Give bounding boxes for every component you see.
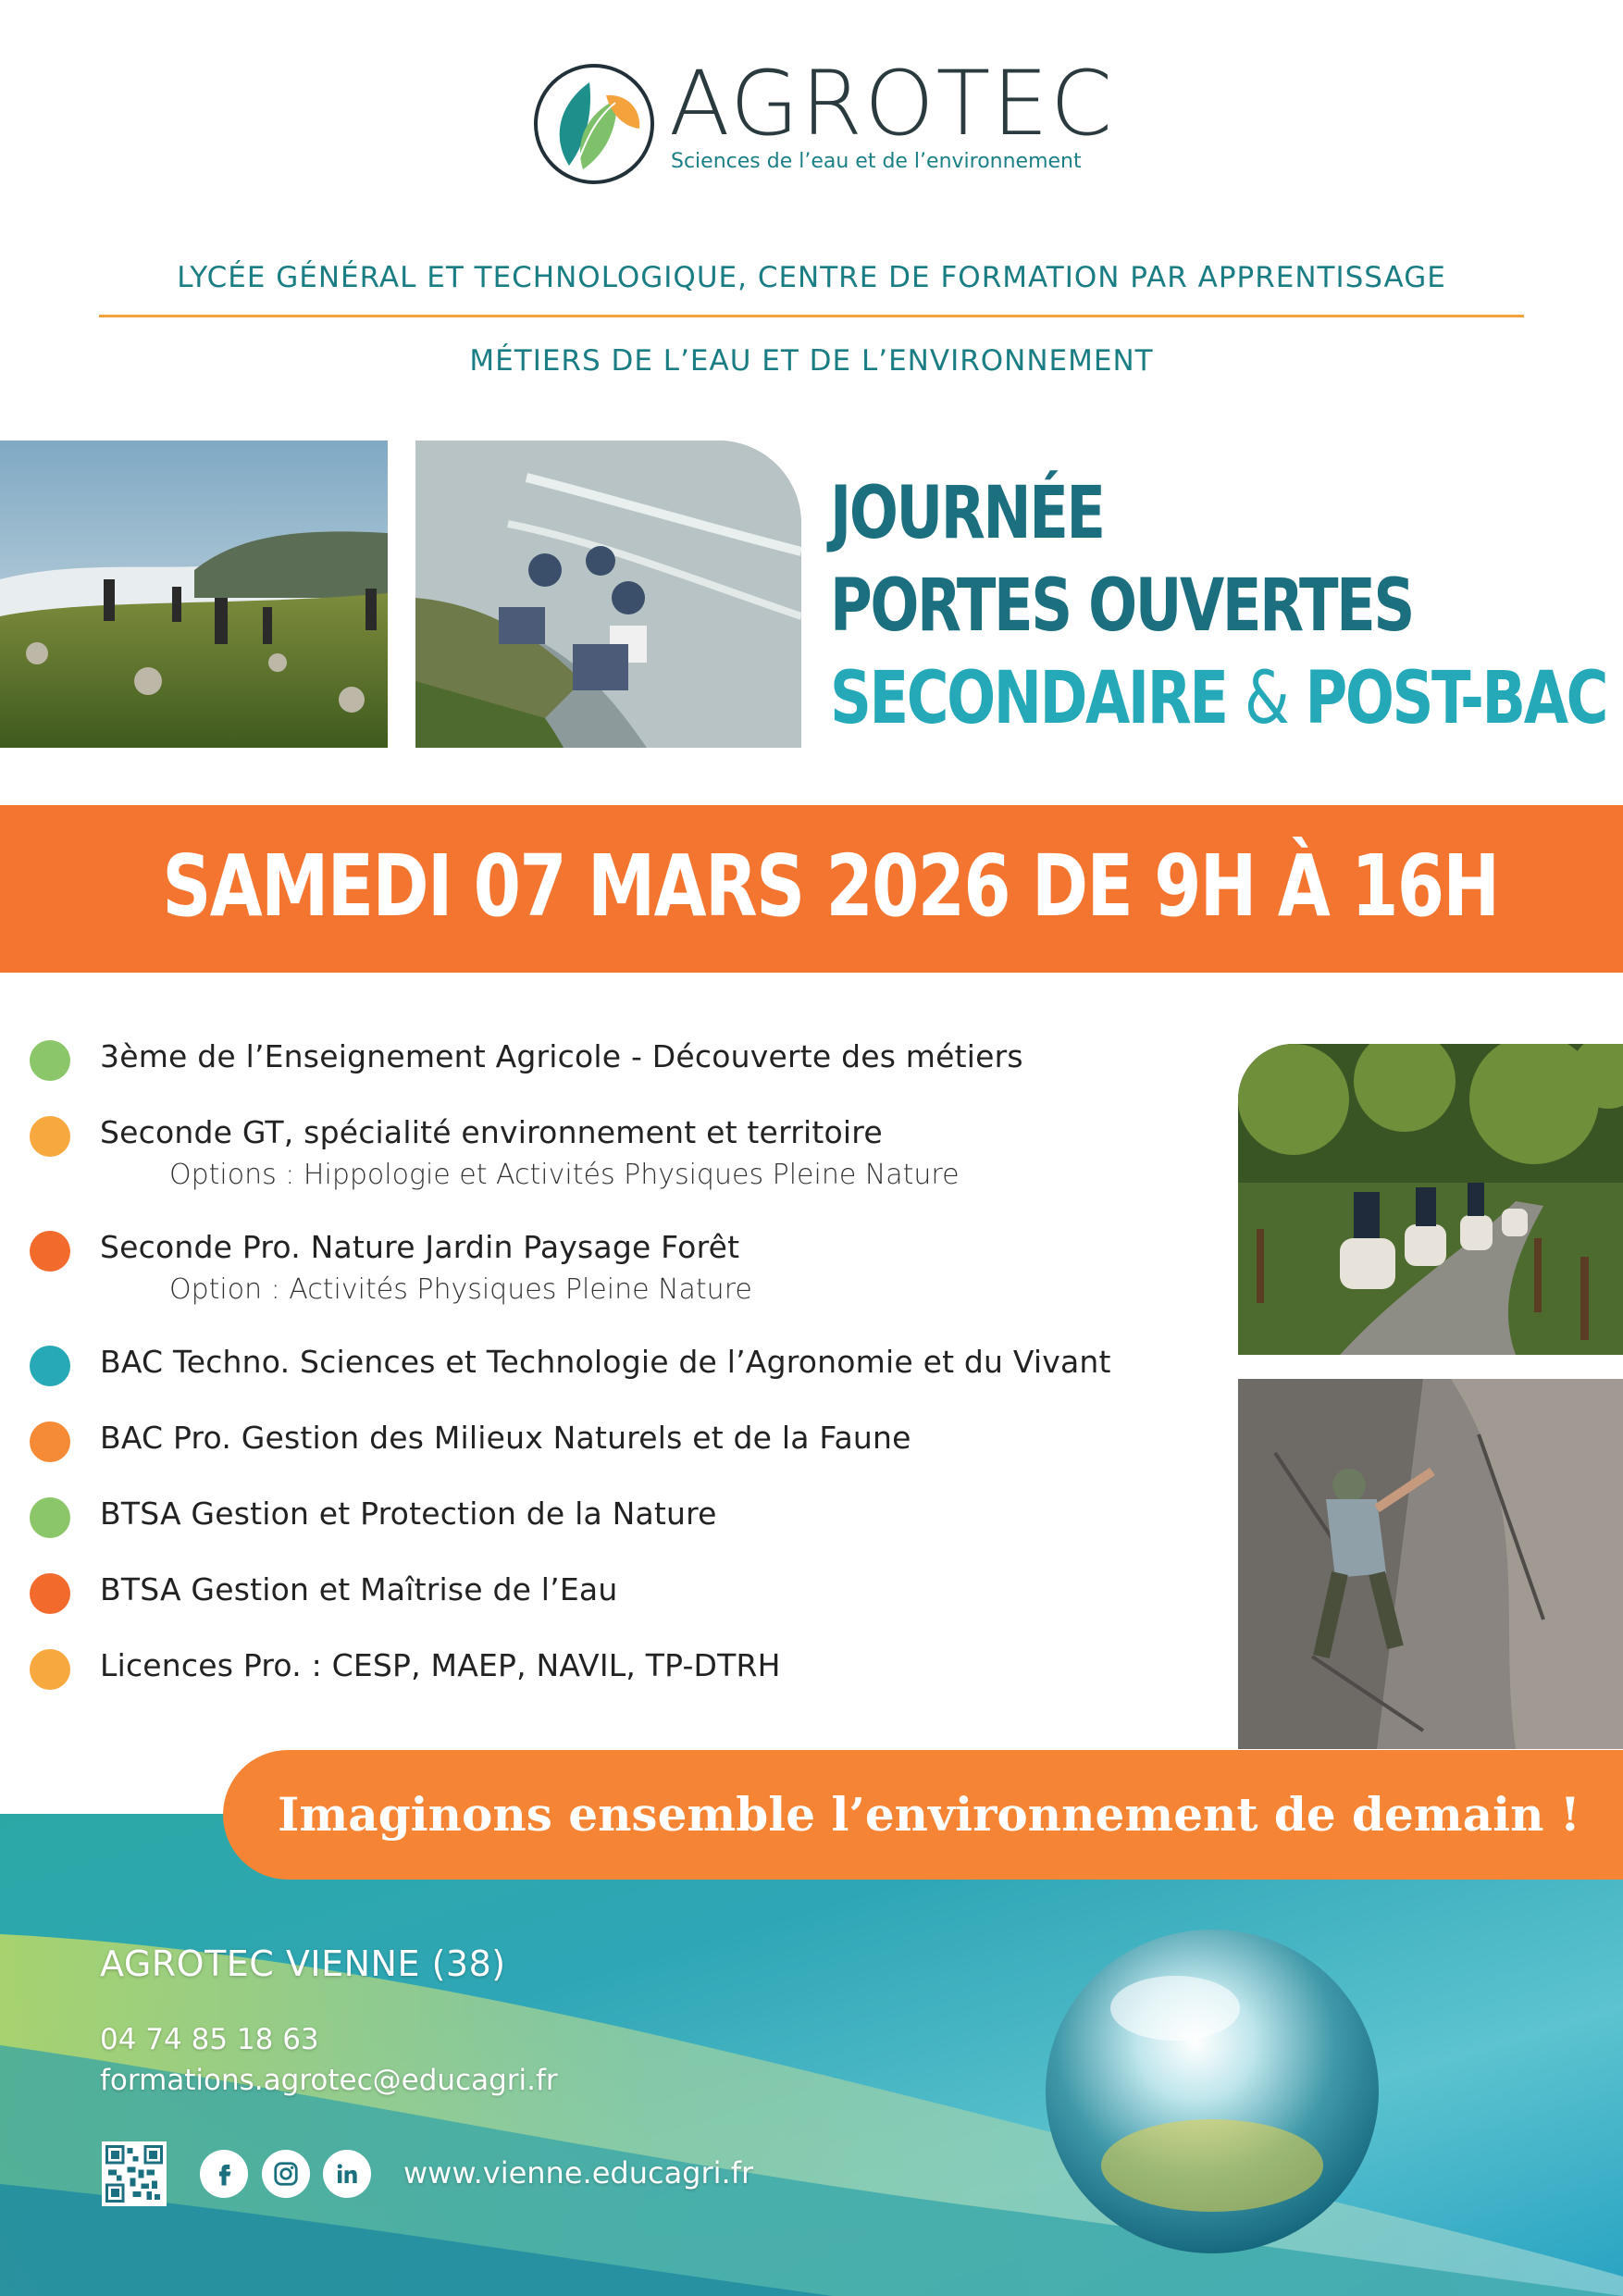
- headline-line-2: PORTES OUVERTES: [830, 565, 1413, 648]
- mountain-hikers-photo: [0, 441, 388, 748]
- orange-divider: [99, 315, 1524, 317]
- program-title: BAC Techno. Sciences et Technologie de l’Agronomie et du Vivant: [100, 1344, 1111, 1380]
- phone-number[interactable]: 04 74 85 18 63: [100, 2023, 319, 2056]
- open-day-headline: [830, 467, 1606, 745]
- bullet-dot-icon: [30, 1497, 70, 1538]
- metiers-line: MÉTIERS DE L’EAU ET DE L’ENVIRONNEMENT: [469, 344, 1154, 378]
- bullet-dot-icon: [30, 1231, 70, 1272]
- program-title: BTSA Gestion et Protection de la Nature: [100, 1496, 717, 1532]
- headline-secondaire: SECONDAIRE: [830, 657, 1227, 740]
- bullet-dot-icon: [30, 1421, 70, 1462]
- program-option: Option : Activités Physiques Pleine Nature: [169, 1273, 752, 1306]
- headline-line-3: [830, 652, 1606, 745]
- logo-wordmark: AGROTEC: [669, 52, 1114, 155]
- leaf-logo-icon: [532, 62, 657, 187]
- program-title: BTSA Gestion et Maîtrise de l’Eau: [100, 1571, 618, 1607]
- bullet-dot-icon: [30, 1040, 70, 1081]
- program-title: Seconde Pro. Nature Jardin Paysage Forêt: [100, 1229, 740, 1265]
- linkedin-icon[interactable]: [323, 2150, 371, 2198]
- logo-tagline: Sciences de l’eau et de l’environnement: [671, 150, 1082, 173]
- bullet-dot-icon: [30, 1116, 70, 1157]
- program-title: Licences Pro. : CESP, MAEP, NAVIL, TP-DTRH: [100, 1647, 781, 1683]
- instagram-icon[interactable]: [262, 2150, 310, 2198]
- program-title: Seconde GT, spécialité environnement et territoire: [100, 1114, 883, 1150]
- facebook-icon[interactable]: [200, 2150, 248, 2198]
- headline-ampersand: &: [1244, 657, 1288, 740]
- website-link[interactable]: www.vienne.educagri.fr: [403, 2155, 754, 2191]
- bullet-dot-icon: [30, 1573, 70, 1614]
- email-address[interactable]: formations.agrotec@educagri.fr: [100, 2064, 558, 2097]
- river-students-photo: [415, 441, 801, 748]
- program-title: 3ème de l’Enseignement Agricole - Découverte des métiers: [100, 1038, 1023, 1074]
- school-type-line: LYCÉE GÉNÉRAL ET TECHNOLOGIQUE, CENTRE DE FORMATION PAR APPRENTISSAGE: [177, 261, 1446, 294]
- bullet-dot-icon: [30, 1346, 70, 1386]
- campus-name: AGROTEC VIENNE (38): [100, 1943, 506, 1984]
- program-title: BAC Pro. Gestion des Milieux Naturels et de la Faune: [100, 1420, 911, 1456]
- event-date: SAMEDI 07 MARS 2026 DE 9H À 16H: [162, 837, 1499, 936]
- program-option: Options : Hippologie et Activités Physiques Pleine Nature: [169, 1159, 960, 1191]
- headline-postbac: POST-BAC: [1305, 657, 1606, 740]
- qr-code-icon[interactable]: [102, 2141, 167, 2206]
- rock-climbing-photo: [1238, 1379, 1623, 1749]
- slogan-text: Imaginons ensemble l’environnement de demain !: [278, 1787, 1580, 1842]
- horse-riding-photo: [1238, 1044, 1623, 1355]
- agrotec-logo: [532, 52, 1114, 187]
- headline-line-1: JOURNÉE: [830, 472, 1104, 555]
- bullet-dot-icon: [30, 1649, 70, 1690]
